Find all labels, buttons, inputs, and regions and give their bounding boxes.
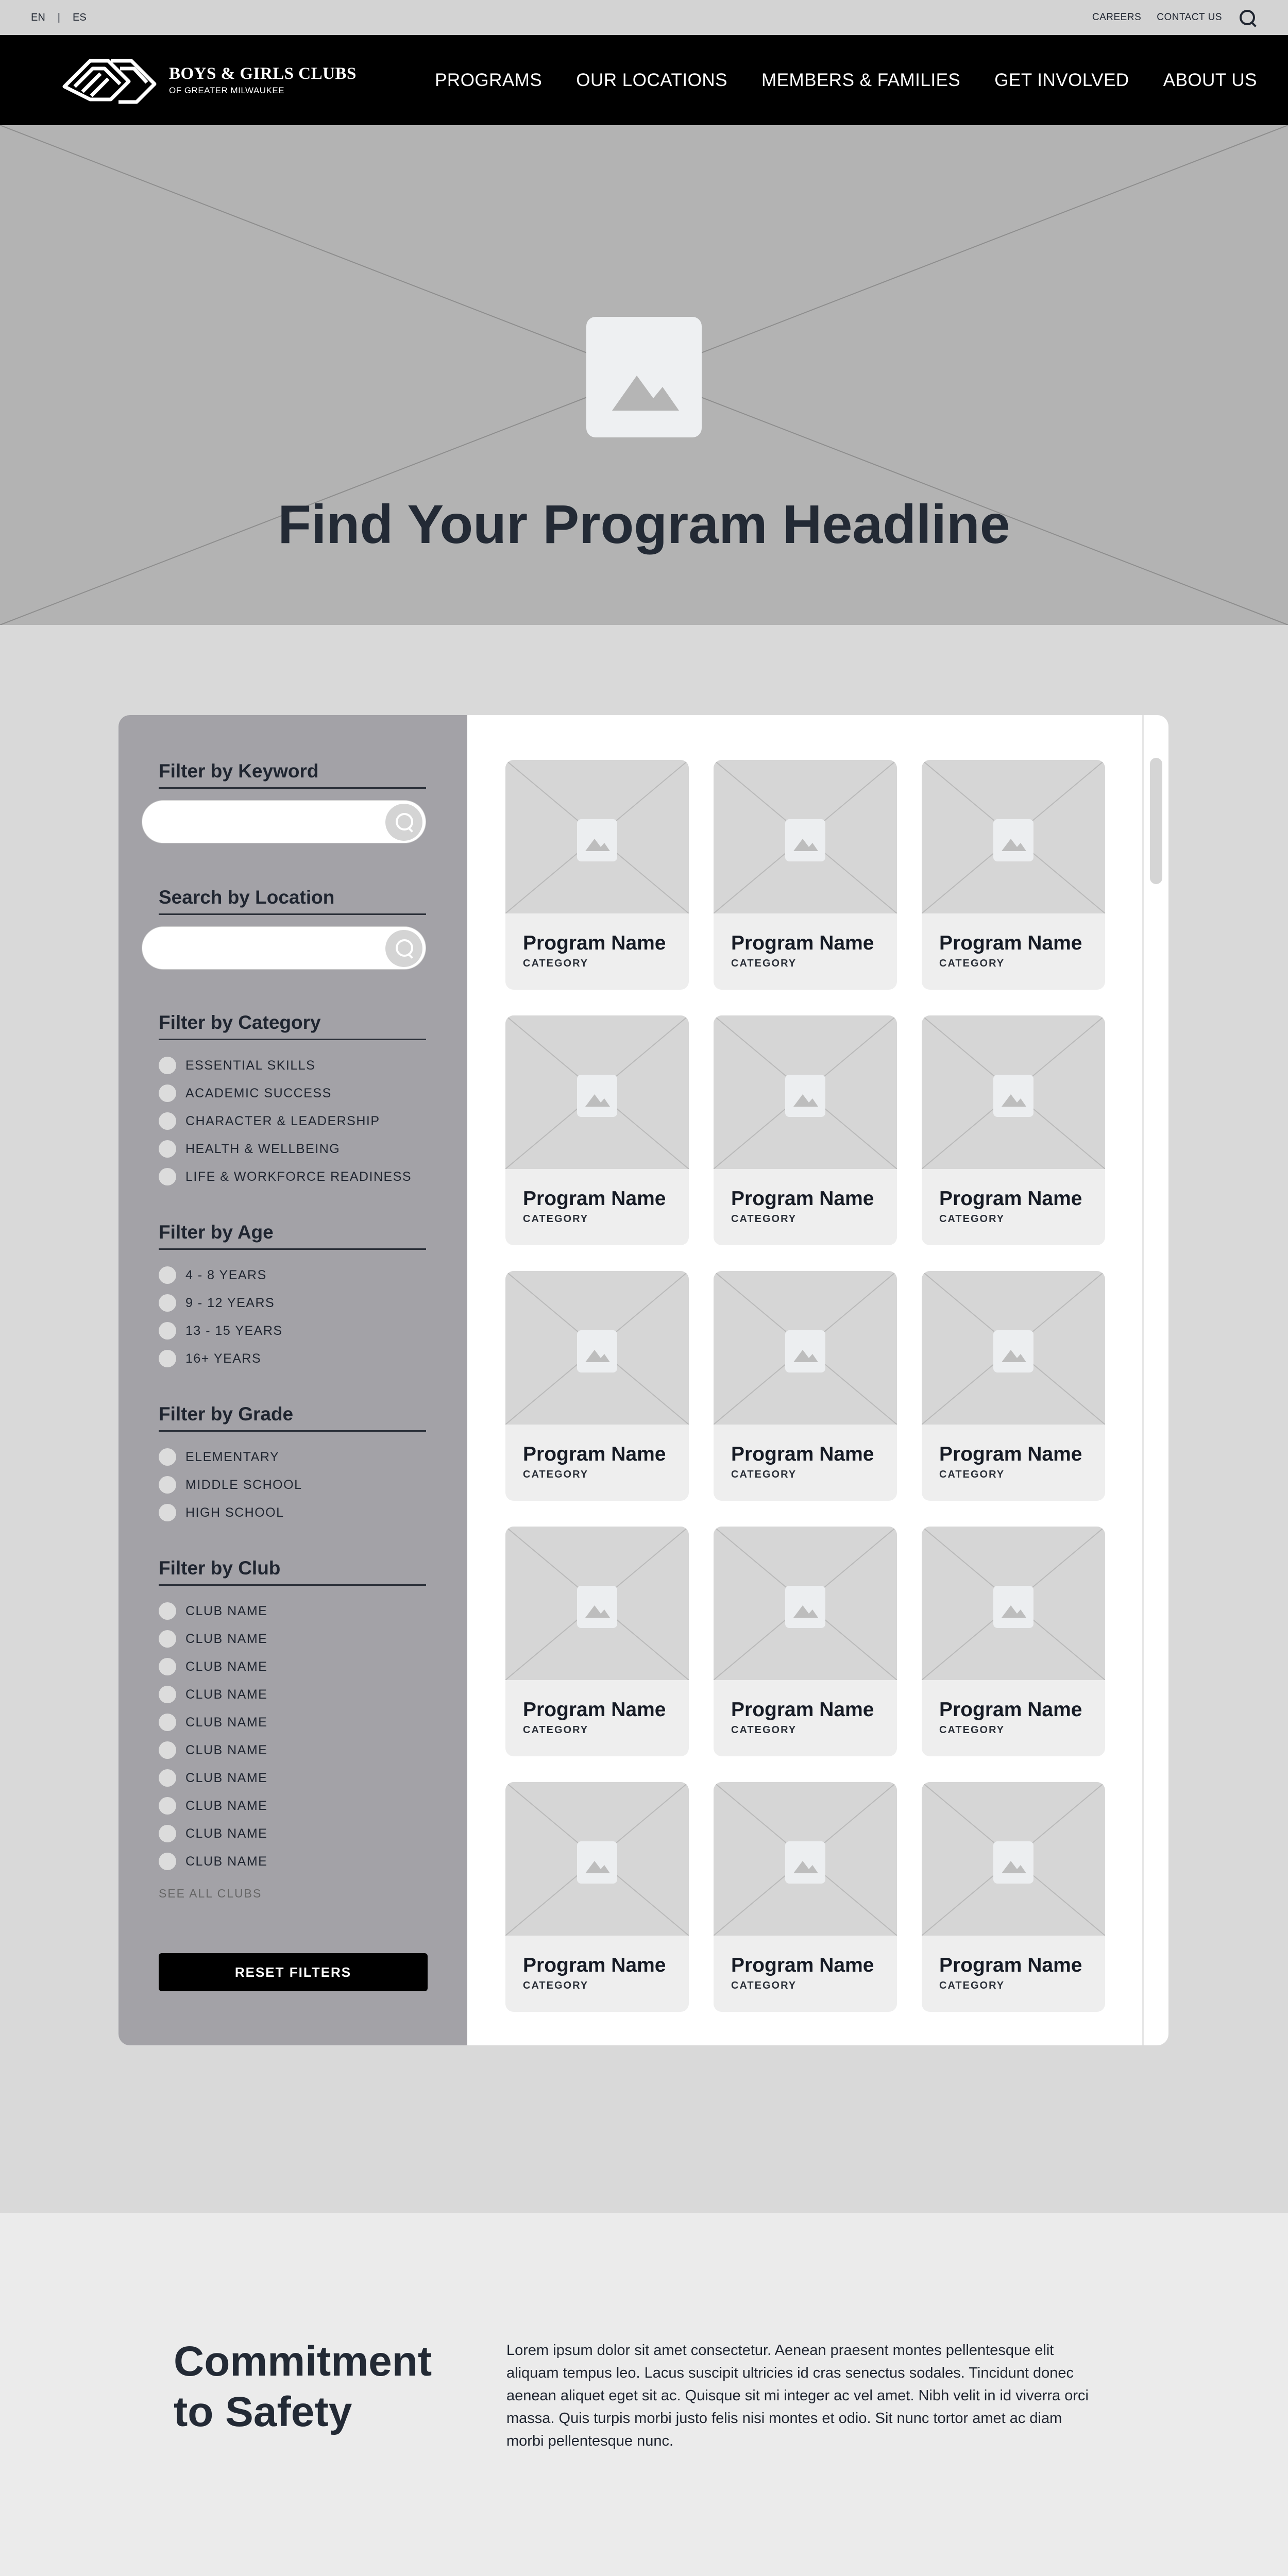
program-image-placeholder bbox=[505, 1271, 689, 1425]
program-card[interactable] bbox=[714, 1527, 897, 1756]
radio-button[interactable] bbox=[159, 1769, 176, 1787]
main-navigation bbox=[0, 35, 1288, 125]
program-image-placeholder bbox=[714, 1015, 897, 1169]
category-option[interactable]: ACADEMIC SUCCESS bbox=[159, 1079, 426, 1107]
club-filter-title: Filter by Club bbox=[159, 1557, 426, 1586]
program-image-placeholder bbox=[922, 1271, 1105, 1425]
program-category: CATEGORY bbox=[523, 958, 589, 969]
program-name: Program Name bbox=[523, 1188, 666, 1210]
image-placeholder-icon bbox=[993, 819, 1033, 861]
program-image-placeholder bbox=[505, 760, 689, 913]
program-card[interactable] bbox=[505, 1527, 689, 1756]
program-name: Program Name bbox=[523, 1699, 666, 1721]
grade-filter-title: Filter by Grade bbox=[159, 1403, 426, 1432]
program-category: CATEGORY bbox=[523, 1980, 589, 1991]
utility-bar bbox=[0, 0, 1288, 35]
radio-button[interactable] bbox=[159, 1084, 176, 1102]
program-category: CATEGORY bbox=[939, 958, 1005, 969]
program-card[interactable] bbox=[714, 1782, 897, 2012]
location-input-wrap bbox=[142, 926, 426, 970]
lang-es-link[interactable]: ES bbox=[73, 11, 87, 23]
program-card[interactable] bbox=[505, 1015, 689, 1245]
commitment-body: Lorem ipsum dolor sit amet consectetur. Aenean praesent montes pellentesque elit aliquam tempus leo. Lacus suscipit ultricies id cras senectus sodales. Tincidunt donec aenean aliquet eget sit ac. Quisque sit mi integer ac vel amet. Nibh velit in id viverra orci massa. Quis turpis morbi justo felis nisi montes et odio. Sit nunc tortor amet ac diam morbi pellentesque nunc. bbox=[506, 2342, 1089, 2449]
radio-button[interactable] bbox=[159, 1853, 176, 1870]
image-placeholder-icon bbox=[993, 1075, 1033, 1117]
club-filter bbox=[159, 1557, 426, 1901]
location-filter-title: Search by Location bbox=[159, 887, 426, 915]
radio-button[interactable] bbox=[159, 1350, 176, 1367]
results-scrollbar[interactable] bbox=[1150, 758, 1162, 884]
contact-us-link[interactable]: CONTACT US bbox=[1157, 12, 1222, 23]
program-name: Program Name bbox=[731, 932, 874, 954]
category-option[interactable]: HEALTH & WELLBEING bbox=[159, 1135, 426, 1163]
program-results bbox=[467, 715, 1168, 2045]
lang-separator: | bbox=[57, 11, 60, 23]
image-placeholder-icon bbox=[586, 317, 702, 437]
utility-links bbox=[1092, 8, 1257, 27]
club-option[interactable]: CLUB NAME bbox=[159, 1820, 426, 1848]
age-option[interactable]: 13 - 15 YEARS bbox=[159, 1317, 426, 1345]
program-name: Program Name bbox=[939, 1699, 1082, 1721]
program-category: CATEGORY bbox=[939, 1724, 1005, 1736]
age-option[interactable]: 9 - 12 YEARS bbox=[159, 1289, 426, 1317]
program-card[interactable] bbox=[714, 1271, 897, 1501]
location-search-icon[interactable] bbox=[385, 930, 422, 967]
radio-button[interactable] bbox=[159, 1741, 176, 1759]
program-category: CATEGORY bbox=[939, 1469, 1005, 1480]
program-card[interactable] bbox=[922, 1271, 1105, 1501]
club-option[interactable]: CLUB NAME bbox=[159, 1764, 426, 1792]
program-image-placeholder bbox=[505, 1782, 689, 1936]
program-image-placeholder bbox=[922, 760, 1105, 913]
hero-headline: Find Your Program Headline bbox=[278, 494, 1010, 555]
club-option[interactable]: CLUB NAME bbox=[159, 1848, 426, 1875]
radio-button[interactable] bbox=[159, 1686, 176, 1703]
age-option[interactable]: 4 - 8 YEARS bbox=[159, 1261, 426, 1289]
grade-option[interactable]: ELEMENTARY bbox=[159, 1443, 426, 1471]
program-image-placeholder bbox=[922, 1782, 1105, 1936]
keyword-input[interactable] bbox=[142, 801, 426, 843]
program-card[interactable] bbox=[714, 1015, 897, 1245]
program-name: Program Name bbox=[939, 1443, 1082, 1465]
program-card[interactable] bbox=[714, 760, 897, 990]
language-switcher bbox=[31, 12, 87, 24]
image-placeholder-icon bbox=[577, 1075, 617, 1117]
program-name: Program Name bbox=[939, 1188, 1082, 1210]
grade-options bbox=[159, 1443, 426, 1527]
nav-our-locations[interactable]: OUR LOCATIONS bbox=[576, 70, 727, 90]
keyword-filter-title: Filter by Keyword bbox=[159, 760, 426, 789]
radio-button[interactable] bbox=[159, 1825, 176, 1842]
program-image-placeholder bbox=[714, 1527, 897, 1680]
program-finder bbox=[118, 715, 1168, 2045]
grade-option[interactable]: MIDDLE SCHOOL bbox=[159, 1471, 426, 1499]
category-option[interactable]: CHARACTER & LEADERSHIP bbox=[159, 1107, 426, 1135]
keyword-filter bbox=[159, 760, 426, 843]
image-placeholder-icon bbox=[785, 1075, 825, 1117]
commitment-title bbox=[174, 2336, 462, 2437]
program-image-placeholder bbox=[505, 1015, 689, 1169]
commitment-section bbox=[0, 2213, 1288, 2576]
image-placeholder-icon bbox=[993, 1841, 1033, 1884]
filter-sidebar bbox=[118, 715, 467, 2045]
radio-button[interactable] bbox=[159, 1504, 176, 1521]
nav-get-involved[interactable]: GET INVOLVED bbox=[994, 70, 1129, 90]
program-card[interactable] bbox=[922, 1015, 1105, 1245]
club-option[interactable]: CLUB NAME bbox=[159, 1792, 426, 1820]
commitment-title-line2: to Safety bbox=[174, 2388, 352, 2435]
program-category: CATEGORY bbox=[523, 1213, 589, 1225]
program-name: Program Name bbox=[523, 1954, 666, 1976]
program-grid bbox=[505, 760, 1168, 2012]
club-option[interactable]: CLUB NAME bbox=[159, 1653, 426, 1681]
results-scroll-track[interactable] bbox=[1142, 715, 1144, 2045]
image-placeholder-icon bbox=[577, 1841, 617, 1884]
program-category: CATEGORY bbox=[939, 1213, 1005, 1225]
program-finder-section bbox=[0, 625, 1288, 2213]
program-category: CATEGORY bbox=[523, 1724, 589, 1736]
image-placeholder-icon bbox=[577, 1330, 617, 1372]
keyword-search-icon[interactable] bbox=[385, 804, 422, 841]
program-category: CATEGORY bbox=[523, 1469, 589, 1480]
age-filter-title: Filter by Age bbox=[159, 1222, 426, 1250]
program-category: CATEGORY bbox=[731, 1469, 797, 1480]
program-image-placeholder bbox=[714, 760, 897, 913]
program-image-placeholder bbox=[714, 1782, 897, 1936]
handshake-logo-icon bbox=[59, 50, 160, 110]
club-options bbox=[159, 1597, 426, 1875]
image-placeholder-icon bbox=[577, 1586, 617, 1628]
image-placeholder-icon bbox=[785, 1841, 825, 1884]
age-options bbox=[159, 1261, 426, 1372]
brand-name: BOYS & GIRLS CLUBS bbox=[169, 64, 357, 83]
program-name: Program Name bbox=[731, 1699, 874, 1721]
commitment-title-line1: Commitment bbox=[174, 2338, 432, 2385]
see-all-clubs-link[interactable]: SEE ALL CLUBS bbox=[159, 1887, 262, 1900]
program-name: Program Name bbox=[731, 1188, 874, 1210]
location-filter bbox=[159, 887, 426, 970]
location-input[interactable] bbox=[142, 927, 426, 969]
program-name: Program Name bbox=[523, 1443, 666, 1465]
program-image-placeholder bbox=[922, 1015, 1105, 1169]
image-placeholder-icon bbox=[785, 1330, 825, 1372]
program-category: CATEGORY bbox=[731, 1213, 797, 1225]
nav-programs[interactable]: PROGRAMS bbox=[435, 70, 543, 90]
nav-menu bbox=[435, 70, 1257, 91]
search-icon[interactable] bbox=[1238, 8, 1257, 27]
club-option[interactable]: CLUB NAME bbox=[159, 1736, 426, 1764]
radio-button[interactable] bbox=[159, 1322, 176, 1340]
club-option[interactable]: CLUB NAME bbox=[159, 1708, 426, 1736]
program-image-placeholder bbox=[505, 1527, 689, 1680]
radio-button[interactable] bbox=[159, 1630, 176, 1648]
age-filter bbox=[159, 1222, 426, 1372]
program-name: Program Name bbox=[731, 1954, 874, 1976]
hero-banner bbox=[0, 125, 1288, 625]
nav-about-us[interactable]: ABOUT US bbox=[1163, 70, 1257, 90]
category-option[interactable]: LIFE & WORKFORCE READINESS bbox=[159, 1163, 426, 1191]
club-option[interactable]: CLUB NAME bbox=[159, 1625, 426, 1653]
radio-button[interactable] bbox=[159, 1602, 176, 1620]
program-category: CATEGORY bbox=[731, 958, 797, 969]
grade-filter bbox=[159, 1403, 426, 1527]
reset-filters-button[interactable]: RESET FILTERS bbox=[159, 1953, 428, 1991]
program-name: Program Name bbox=[731, 1443, 874, 1465]
program-card[interactable] bbox=[922, 1527, 1105, 1756]
radio-button[interactable] bbox=[159, 1266, 176, 1284]
careers-link[interactable]: CAREERS bbox=[1092, 12, 1142, 23]
radio-button[interactable] bbox=[159, 1476, 176, 1494]
category-filter-title: Filter by Category bbox=[159, 1012, 426, 1040]
program-card[interactable] bbox=[922, 760, 1105, 990]
lang-en-link[interactable]: EN bbox=[31, 11, 45, 23]
category-filter bbox=[159, 1012, 426, 1191]
category-options bbox=[159, 1052, 426, 1191]
program-name: Program Name bbox=[939, 1954, 1082, 1976]
program-card[interactable] bbox=[505, 1782, 689, 2012]
program-category: CATEGORY bbox=[731, 1724, 797, 1736]
site-logo[interactable] bbox=[59, 50, 357, 110]
radio-button[interactable] bbox=[159, 1448, 176, 1466]
image-placeholder-icon bbox=[993, 1330, 1033, 1372]
program-name: Program Name bbox=[939, 932, 1082, 954]
image-placeholder-icon bbox=[993, 1586, 1033, 1628]
image-placeholder-icon bbox=[785, 1586, 825, 1628]
program-name: Program Name bbox=[523, 932, 666, 954]
grade-option[interactable]: HIGH SCHOOL bbox=[159, 1499, 426, 1527]
keyword-input-wrap bbox=[142, 800, 426, 843]
brand-subtitle: OF GREATER MILWAUKEE bbox=[169, 86, 285, 95]
program-image-placeholder bbox=[922, 1527, 1105, 1680]
radio-button[interactable] bbox=[159, 1168, 176, 1185]
image-placeholder-icon bbox=[577, 819, 617, 861]
club-option[interactable]: CLUB NAME bbox=[159, 1597, 426, 1625]
radio-button[interactable] bbox=[159, 1714, 176, 1731]
radio-button[interactable] bbox=[159, 1140, 176, 1158]
program-card[interactable] bbox=[505, 760, 689, 990]
image-placeholder-icon bbox=[785, 819, 825, 861]
radio-button[interactable] bbox=[159, 1057, 176, 1074]
radio-button[interactable] bbox=[159, 1112, 176, 1130]
radio-button[interactable] bbox=[159, 1658, 176, 1675]
age-option[interactable]: 16+ YEARS bbox=[159, 1345, 426, 1372]
program-category: CATEGORY bbox=[939, 1980, 1005, 1991]
program-card[interactable] bbox=[505, 1271, 689, 1501]
radio-button[interactable] bbox=[159, 1294, 176, 1312]
radio-button[interactable] bbox=[159, 1797, 176, 1815]
program-category: CATEGORY bbox=[731, 1980, 797, 1991]
nav-members-families[interactable]: MEMBERS & FAMILIES bbox=[761, 70, 961, 90]
program-card[interactable] bbox=[922, 1782, 1105, 2012]
club-option[interactable]: CLUB NAME bbox=[159, 1681, 426, 1708]
category-option[interactable]: ESSENTIAL SKILLS bbox=[159, 1052, 426, 1079]
program-image-placeholder bbox=[714, 1271, 897, 1425]
